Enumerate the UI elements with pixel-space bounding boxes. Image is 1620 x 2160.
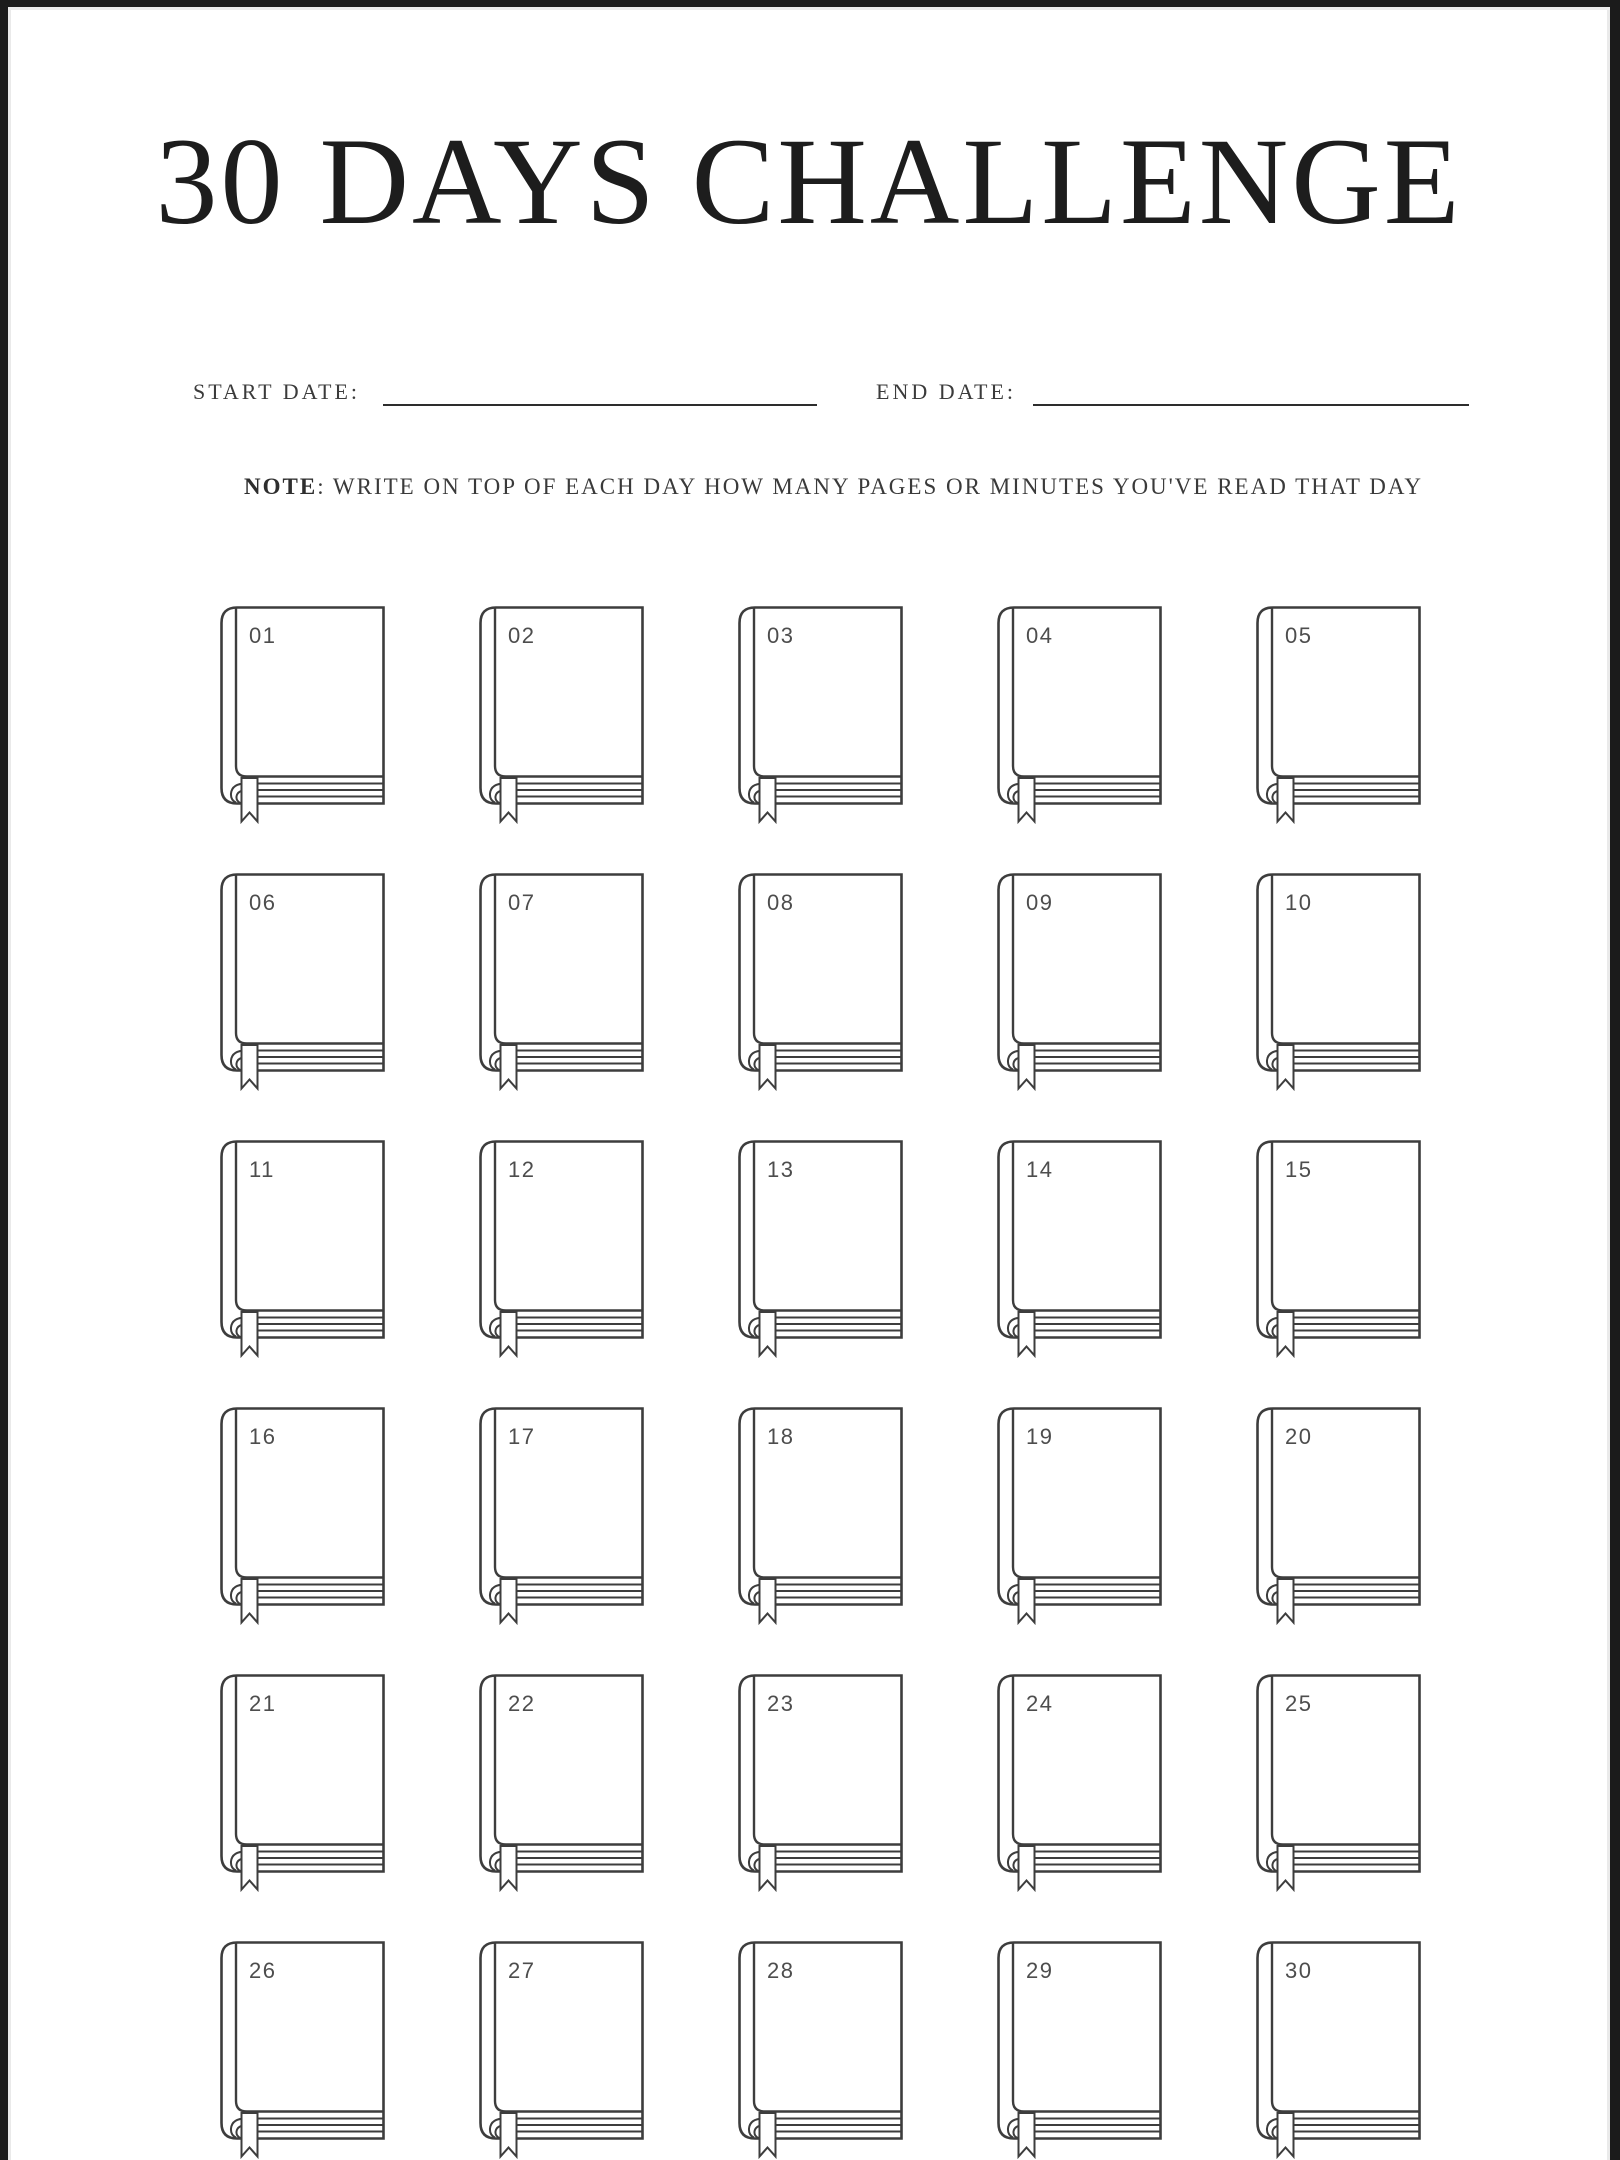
day-number-label: 10 <box>1285 890 1313 915</box>
book-icon <box>997 1941 1162 2159</box>
book-icon <box>997 873 1162 1091</box>
day-number-label: 28 <box>767 1958 795 1983</box>
start-date-label: START DATE: <box>193 379 361 404</box>
day-book-cell <box>997 1941 1162 2159</box>
day-number-label: 18 <box>767 1424 795 1449</box>
day-book-cell <box>738 873 903 1091</box>
day-number-label: 05 <box>1285 623 1313 648</box>
day-number-label: 12 <box>508 1157 536 1182</box>
note-label: NOTE <box>244 474 318 499</box>
page-title: 30 DAYS CHALLENGE <box>155 113 1463 250</box>
day-number-label: 04 <box>1026 623 1054 648</box>
day-number-label: 01 <box>249 623 277 648</box>
tracker-page <box>11 10 1607 2160</box>
day-number-label: 26 <box>249 1958 277 1983</box>
book-icon <box>479 1140 644 1358</box>
day-number-label: 06 <box>249 890 277 915</box>
day-number-label: 30 <box>1285 1958 1313 1983</box>
day-number-label: 22 <box>508 1691 536 1716</box>
book-icon <box>997 1407 1162 1625</box>
day-book-cell <box>738 1407 903 1625</box>
book-icon <box>738 606 903 824</box>
note-text <box>244 474 1423 500</box>
note-body: : WRITE ON TOP OF EACH DAY HOW MANY PAGES OR MINUTES YOU'VE READ THAT DAY <box>317 474 1423 499</box>
day-number-label: 13 <box>767 1157 795 1182</box>
day-number-label: 20 <box>1285 1424 1313 1449</box>
day-number-label: 09 <box>1026 890 1054 915</box>
day-book-cell <box>220 1941 385 2159</box>
day-number-label: 07 <box>508 890 536 915</box>
book-icon <box>1256 1674 1421 1892</box>
day-number-label: 11 <box>249 1157 275 1182</box>
book-icon <box>1256 1407 1421 1625</box>
book-icon <box>220 1941 385 2159</box>
book-icon <box>479 1407 644 1625</box>
book-icon <box>220 1407 385 1625</box>
book-icon <box>738 1140 903 1358</box>
day-number-label: 25 <box>1285 1691 1313 1716</box>
book-icon <box>738 873 903 1091</box>
end-date-line <box>1033 379 1469 406</box>
day-book-cell <box>1256 606 1421 824</box>
day-number-label: 03 <box>767 623 795 648</box>
day-book-cell <box>1256 873 1421 1091</box>
day-book-cell <box>738 1674 903 1892</box>
book-icon <box>220 606 385 824</box>
book-icon <box>220 873 385 1091</box>
day-book-cell <box>220 1140 385 1358</box>
day-number-label: 27 <box>508 1958 536 1983</box>
book-icon <box>1256 1941 1421 2159</box>
book-icon <box>738 1407 903 1625</box>
day-book-cell <box>738 1941 903 2159</box>
day-number-label: 21 <box>249 1691 277 1716</box>
book-icon <box>1256 606 1421 824</box>
end-date-label: END DATE: <box>876 379 1017 404</box>
book-icon <box>1256 1140 1421 1358</box>
day-number-label: 23 <box>767 1691 795 1716</box>
day-number-label: 19 <box>1026 1424 1054 1449</box>
day-book-cell <box>479 1140 644 1358</box>
book-icon <box>479 606 644 824</box>
day-number-label: 15 <box>1285 1157 1313 1182</box>
book-icon <box>479 873 644 1091</box>
book-icon <box>997 1674 1162 1892</box>
book-icon <box>220 1140 385 1358</box>
day-book-cell <box>997 873 1162 1091</box>
book-icon <box>738 1674 903 1892</box>
day-book-cell <box>220 606 385 824</box>
day-number-label: 16 <box>249 1424 277 1449</box>
day-book-cell <box>479 1407 644 1625</box>
book-icon <box>997 1140 1162 1358</box>
day-number-label: 24 <box>1026 1691 1054 1716</box>
start-date-line <box>383 379 817 406</box>
day-book-cell <box>1256 1941 1421 2159</box>
day-book-cell <box>220 1407 385 1625</box>
book-icon <box>479 1674 644 1892</box>
day-book-cell <box>1256 1674 1421 1892</box>
day-book-cell <box>479 873 644 1091</box>
day-book-cell <box>220 1674 385 1892</box>
day-book-cell <box>738 606 903 824</box>
book-icon <box>479 1941 644 2159</box>
day-book-cell <box>997 1140 1162 1358</box>
day-book-cell <box>1256 1140 1421 1358</box>
day-number-label: 29 <box>1026 1958 1054 1983</box>
day-book-cell <box>738 1140 903 1358</box>
book-icon <box>220 1674 385 1892</box>
day-number-label: 02 <box>508 623 536 648</box>
book-icon <box>738 1941 903 2159</box>
book-icon <box>997 606 1162 824</box>
day-number-label: 08 <box>767 890 795 915</box>
book-icon <box>1256 873 1421 1091</box>
day-number-label: 14 <box>1026 1157 1054 1182</box>
days-grid <box>220 606 1421 2159</box>
day-book-cell <box>479 1941 644 2159</box>
day-book-cell <box>479 1674 644 1892</box>
day-book-cell <box>997 606 1162 824</box>
day-book-cell <box>479 606 644 824</box>
day-book-cell <box>997 1407 1162 1625</box>
day-book-cell <box>997 1674 1162 1892</box>
day-book-cell <box>1256 1407 1421 1625</box>
day-book-cell <box>220 873 385 1091</box>
day-number-label: 17 <box>508 1424 536 1449</box>
